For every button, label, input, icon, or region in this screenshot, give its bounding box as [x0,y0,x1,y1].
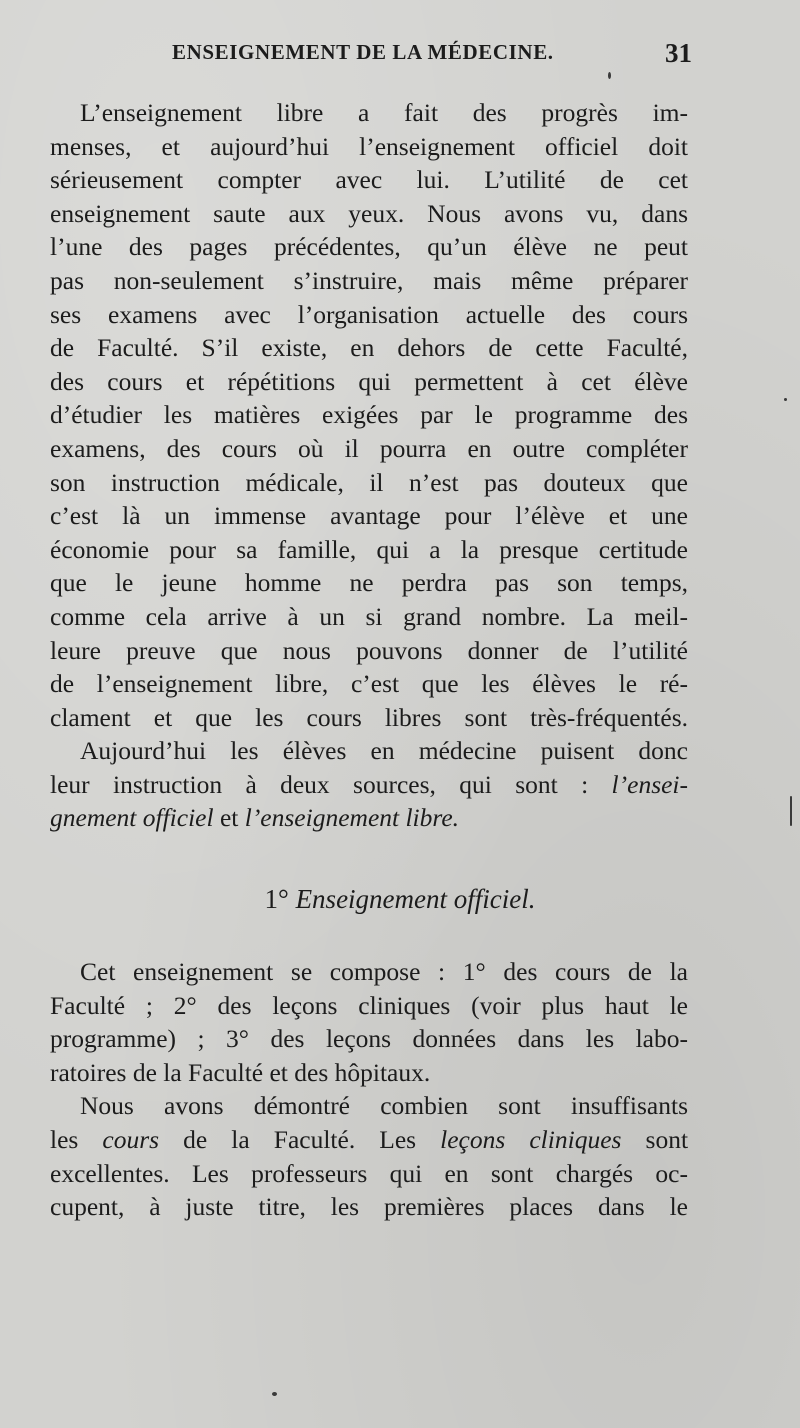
text-line: Nous avons démontré combien sont insuffisants [80,1091,688,1121]
text-line: excellentes. Les professeurs qui en sont chargés oc- [50,1158,688,1188]
text-line: ratoires de la Faculté et des hôpitaux. [50,1057,431,1087]
page-number: 31 [665,38,692,68]
text-line: examens, des cours où il pourra en outre compléter [50,433,688,463]
text-line: des cours et répétitions qui permettent à cet élève [50,366,688,396]
text-line: l’une des pages précédentes, qu’un élève ne peut [50,232,688,262]
text-line: cupent, à juste titre, les premières places dans le [50,1192,688,1222]
italic-phrase: l’ensei- [611,769,689,799]
text-segment: de la Faculté. Les [183,1124,417,1154]
text-line: menses, et aujourd’hui l’enseignement officiel doit [50,131,688,161]
text-segment: leur instruction à deux sources, qui sont : [50,769,589,799]
text-line: clament et que les cours libres sont très-fréquentés. [50,702,688,732]
text-line: pas non-seulement s’instruire, mais même préparer [50,265,688,295]
italic-phrase: gnement officiel [50,803,214,833]
running-title: ENSEIGNEMENT DE LA MÉDECINE. [172,40,554,64]
text-line: que le jeune homme ne perdra pas son temps, [50,568,688,598]
text-line: ses examens avec l’organisation actuelle des cours [50,299,688,329]
italic-phrase: leçons cliniques [440,1124,622,1154]
section-number: 1° [264,884,289,914]
paragraph-cours-insuffisants [50,1089,688,1223]
text-line: d’étudier les matières exigées par le programme des [50,400,688,430]
text-line: sérieusement compter avec lui. L’utilité de cet [50,165,688,195]
text-line: son instruction médicale, il n’est pas douteux que [50,467,688,497]
text-segment: les [50,1124,79,1154]
text-line: comme cela arrive à un si grand nombre. La meil- [50,601,688,631]
italic-phrase: l’enseignement libre. [244,803,460,833]
text-line [50,1123,688,1157]
text-segment: et [219,803,239,833]
paragraph-composition [50,955,688,1089]
text-line: leure preuve que nous pouvons donner de l’utilité [50,635,688,665]
text-line: programme) ; 3° des leçons données dans les labo- [50,1024,688,1054]
text-line: économie pour sa famille, qui a la presque certitude [50,534,688,564]
body-text-lower [50,955,688,1224]
text-line: c’est là un immense avantage pour l’élève et une [50,501,688,531]
ink-speck [608,72,611,79]
text-line: enseignement saute aux yeux. Nous avons vu, dans [50,198,688,228]
text-line [50,768,688,802]
ink-speck [790,796,792,826]
text-segment: sont [645,1124,689,1154]
paragraph-enseignement-libre [50,96,688,734]
text-line [50,801,688,835]
text-line: de Faculté. S’il existe, en dehors de cette Faculté, [50,333,688,363]
ink-speck [784,398,787,401]
text-line: L’enseignement libre a fait des progrès im- [80,98,688,127]
body-text-upper [50,96,688,835]
text-line: de l’enseignement libre, c’est que les élèves le ré- [50,669,688,699]
section-heading [0,884,800,915]
paragraph-deux-sources [50,734,688,835]
italic-phrase: cours [102,1124,160,1154]
running-head [172,40,692,80]
section-title: Enseignement officiel. [295,884,536,914]
ink-speck [272,1392,277,1396]
text-line: Aujourd’hui les élèves en médecine puisent donc [80,736,688,766]
text-line: Faculté ; 2° des leçons cliniques (voir plus haut le [50,990,688,1020]
text-line: Cet enseignement se compose : 1° des cours de la [80,957,688,986]
